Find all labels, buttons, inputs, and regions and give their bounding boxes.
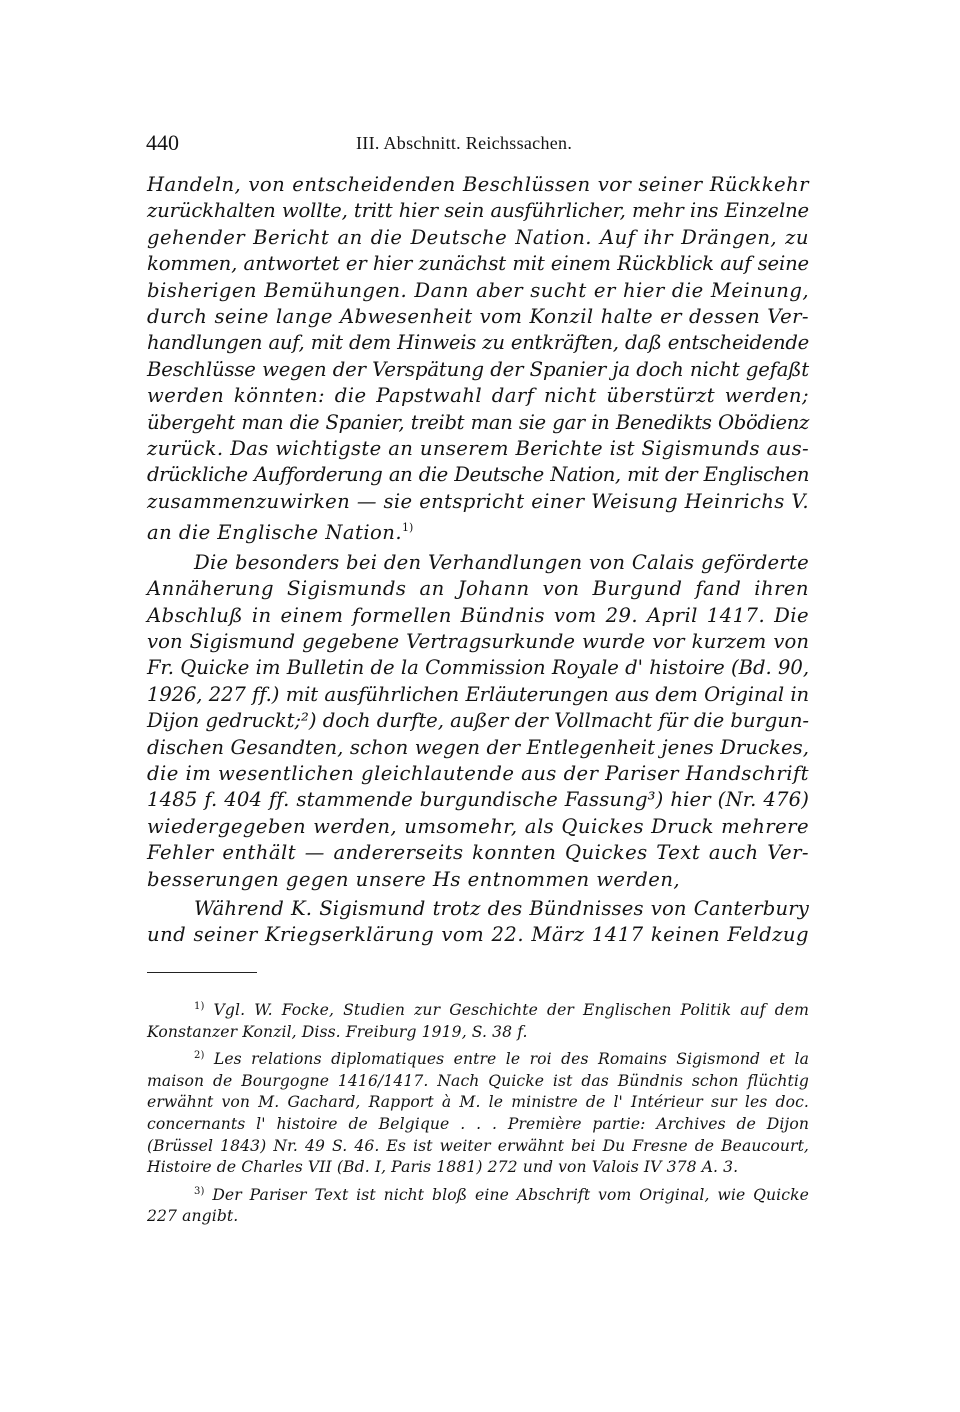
text-line: besserungen gegen unsere Hs entnommen werden, xyxy=(147,867,681,891)
text-line: Abschluß in einem formellen Bündnis vom 29. April 1417. Die xyxy=(147,603,809,627)
text-line: übergeht man die Spanier, treibt man sie gar in Benedikts Obödienz xyxy=(147,410,809,434)
paragraph xyxy=(147,172,809,547)
text-line: werden könnten: die Papstwahl darf nicht überstürzt werden; xyxy=(147,384,809,408)
text-line: Während K. Sigismund trotz des Bündnisses von Canterbury xyxy=(194,896,809,920)
text-line: Fr. Quicke im Bulletin de la Commission Royale d' histoire (Bd. 90, xyxy=(147,656,809,680)
footnotes xyxy=(147,996,809,1230)
text-line: drückliche Aufforderung an die Deutsche Nation, mit der Englischen xyxy=(147,463,809,487)
text-line: von Sigismund gegebene Vertragsurkunde wurde vor kurzem von xyxy=(147,629,809,653)
footnote-mark: 3) xyxy=(194,1185,205,1197)
page-number: 440 xyxy=(146,130,179,155)
footnote-mark: 1) xyxy=(194,1001,205,1012)
footnote-reference-number: 1 xyxy=(402,521,410,535)
text-line: zusammenzuwirken — sie entspricht einer Weisung Heinrichs V. xyxy=(147,489,809,513)
text-line: Annäherung Sigismunds an Johann von Burgund fand ihren xyxy=(147,577,809,601)
text-line: durch seine lange Abwesenheit vom Konzil halte er dessen Ver- xyxy=(147,305,809,329)
footnote-reference: 1) xyxy=(402,521,414,535)
text-line: wiedergegeben werden, umsomehr, als Quickes Druck mehrere xyxy=(147,814,809,838)
text-line: zurück. Das wichtigste an unserem Berichte ist Sigismunds aus- xyxy=(147,437,809,461)
paragraph xyxy=(147,896,809,949)
footnote-mark: 2) xyxy=(194,1050,205,1062)
text-line: die im wesentlichen gleichlautende aus der Pariser Handschrift xyxy=(147,761,809,785)
text-line: zurückhalten wollte, tritt hier sein ausführlicher, mehr ins Einzelne xyxy=(147,199,809,223)
paragraph xyxy=(147,550,809,893)
text-line xyxy=(147,515,809,546)
text-line: handlungen auf, mit dem Hinweis zu entkräften, daß entscheidende xyxy=(147,331,809,355)
footnote-text: Vgl. W. Focke, Studien zur Geschichte der Englischen Politik auf dem Konstanzer Konzil, Diss. Freiburg 1919, S. 38 f. xyxy=(147,1001,809,1041)
text-line: 1926, 227 ff.) mit ausführlichen Erläuterungen aus dem Original in xyxy=(147,682,809,706)
running-head: III. Abschnitt. Reichssachen. xyxy=(356,133,573,153)
main-text xyxy=(147,172,809,949)
running-header xyxy=(146,130,810,160)
text-line-content: an die Englische Nation. xyxy=(147,521,403,545)
text-line: bisherigen Bemühungen. Dann aber sucht er hier die Meinung, xyxy=(147,278,809,302)
footnote xyxy=(147,1181,809,1228)
text-line: und seiner Kriegserklärung vom 22. März 1417 keinen Feldzug xyxy=(147,923,809,947)
text-line: 1485 f. 404 ff. stammende burgundische Fassung³) hier (Nr. 476) xyxy=(147,788,809,812)
text-line: Die besonders bei den Verhandlungen von Calais geförderte xyxy=(194,550,809,574)
footnote-text: Les relations diplomatiques entre le roi des Romains Sigismond et la maison de Bourgogne 1416/1417. Nach Quicke ist das Bündnis schon flüchtig erwähnt von M. Gachard, Rapport à M. le ministre de l' Intérieur sur les doc. concernants l' histoire de Belgique . . . Première partie: Archives de Dijon (Brüssel 1843) Nr. 49 S. 46. Es ist weiter erwähnt bei Du Fresne de Beaucourt, Histoire de Charles VII (Bd. I, Paris 1881) 272 und von Valois IV 378 A. 3. xyxy=(147,1050,809,1177)
text-line: dischen Gesandten, schon wegen der Entlegenheit jenes Druckes, xyxy=(147,735,809,759)
text-line: gehender Bericht an die Deutsche Nation. Auf ihr Drängen, zu xyxy=(147,225,809,249)
text-line: Beschlüsse wegen der Verspätung der Spanier ja doch nicht gefaßt xyxy=(147,357,809,381)
footnote xyxy=(147,996,809,1043)
text-line: Handeln, von entscheidenden Beschlüssen vor seiner Rückkehr xyxy=(147,173,809,196)
text-line: kommen, antwortet er hier zunächst mit einem Rückblick auf seine xyxy=(147,252,809,276)
footnote-text: Der Pariser Text ist nicht bloß eine Abschrift vom Original, wie Quicke 227 angibt. xyxy=(147,1185,809,1226)
text-line: Fehler enthält — andererseits konnten Quickes Text auch Ver- xyxy=(147,841,809,865)
footnote xyxy=(147,1045,809,1179)
footnote-separator xyxy=(147,972,257,973)
text-line: Dijon gedruckt;²) doch durfte, außer der Vollmacht für die burgun- xyxy=(147,709,809,733)
